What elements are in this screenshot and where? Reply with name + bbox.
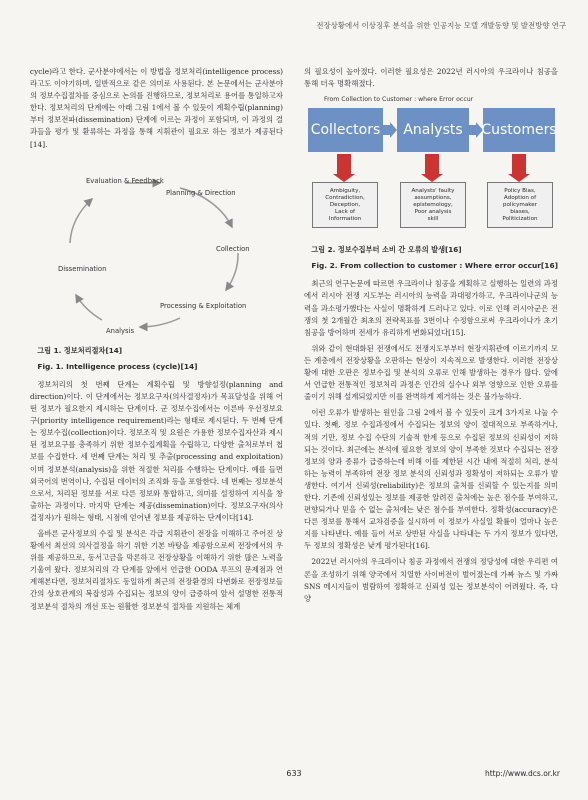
error-item: Poor analysis [414,208,452,215]
site-url: http://www.dcs.or.kr [484,769,560,778]
running-header: 전장상황에서 이상징후 분석을 위한 인공지능 모델 개발동향 및 발전방향 연구 [316,21,566,30]
figure-1-caption-ko: 그림 1. 정보처리절차[14] [37,345,123,355]
analysts-box: Analysts [397,108,469,152]
collectors-errors [312,182,378,228]
right-column [304,66,558,609]
collectors-box: Collectors [308,108,383,152]
error-arrows [304,152,558,182]
cycle-label-dissemination: Dissemination [58,264,107,273]
paragraph: 이런 오류가 발생하는 원인을 그림 2에서 볼 수 있듯이 크게 3가지로 나눌 수 있다. 첫째, 정보 수집과정에서 수집되는 정보의 양이 절대적으로 부족하거나, 적의 기만, 정보 수집 수단의 기술적 한계 등으로 수집된 정보의 신뢰성이 저하되는 것이다. 최근에는 분석에 필요한 정보의 양이 부족한 것보다 수집되는 전장정보의 양과 종류가 급증하는데 비해 이를 제한된 시간 내에 적절히 처리, 분석하는 능력이 부족하여 전장 정보 분석의 신뢰성과 정확성이 저하되는 오류가 발생한다. 여기서 신뢰성(reliability)은 정보의 출처를 신뢰할 수 있는지를 의미한다. 기존에 신뢰성있는 정보를 제공한 알려진 출처에는 높은 점수를 부여하고, 편향되거나 믿을 수 없는 출처에는 낮은 점수를 부여한다. 정확성(accuracy)은 다른 정보를 통해서 교차검증을 실시하여 이 정보가 사실일 확률이 얼마나 높은지를 나타낸다. 예를 들어 서로 상반된 사실을 나타내는 두 가지 정보가 있다면, 두 정보의 정확성은 낮게 평가된다[16]. [304,408,558,551]
analysts-errors [400,182,466,228]
paragraph: 의 필요성이 높아졌다. 이러한 필요성은 2022년 러시아의 우크라이나 침공을 통해 더욱 명확해졌다. [304,67,558,89]
error-item: policymaker [502,201,538,208]
paragraph: 정보처리의 첫 번째 단계는 계획수립 및 방향설정(planning and direction)이다. 이 단계에서는 정보요구자(의사결정자)가 목표달성을 위해 어떤 정보가 필요한지 제시하는 단계이다. 군 정보수집에서는 이른바 우선정보요구(priority intelligence requirement)라는 형태로 제시된다. 두 번째 단계는 정보수집(collection)이다. 정보조직 및 요원은 가용한 정보수집자산과 제시된 정보요구를 충족하기 위한 정보수집계획을 수립하고, 다양한 출처로부터 첩보를 수집한다. 세 번째 단계는 처리 및 추출(processing and exploitation)이며 정보분석(analysis)을 위한 적절한 처리를 수행하는 단계이다. 예를 들면 외국어의 번역이나, 수집된 데이터의 조직화 등을 포함한다. 네 번째는 정보분석으로서, 처리된 정보를 서로 다른 정보와 통합하고, 의미를 설정하여 지식을 창출하는 과정이다. 마지막 단계는 제공(dissemination)이다. 정보요구자(의사결정자)가 원하는 형태, 시점에 얻어낸 정보를 제공하는 단계이다[14]. [30,379,283,522]
error-item: Adoption of [503,194,537,201]
error-item: Lack of [334,208,356,215]
paragraph: 올바른 군사정보의 수집 및 분석은 각급 지휘관이 전장을 이해하고 주어진 상황에서 최선의 의사결정을 하기 위한 기본 바탕을 제공함으로써 전장에서의 우위를 제공하므로, 동서고금을 막론하고 전장상황을 이해하기 위한 많은 노력을 기울여 왔다. 정보처리의 각 단계를 앞에서 언급한 OODA 루프의 문제점과 연계해본다면, 정보처리절차도 동일하게 최근의 전장환경의 다변화로 전장정보들간의 상호관계의 복잡성과 수집되는 정보의 양이 급증하여 앞서 설명한 전통적 정보분석 절차의 개선 또는 원활한 정보분석 절차를 지원하는 체계 [30,528,283,611]
error-item: assumptions, [414,194,452,201]
customers-box: Customers [483,108,555,152]
cycle-label-analysis: Analysis [106,326,135,335]
figure-1-caption-en: Fig. 1. Intelligence process (cycle)[14] [37,361,198,371]
left-column [30,66,283,617]
cycle-label-evaluation: Evaluation & Feedback [86,176,164,185]
error-item: Ambiguity, [329,187,361,194]
figure-2-error-diagram [304,94,558,244]
error-item: Politicization [502,215,538,222]
figure-2-caption-ko: 그림 2. 정보수집부터 소비 간 오류의 발생[16] [311,245,462,255]
error-item: Deception, [329,201,361,208]
error-item: skill [427,215,439,222]
figure-2-title: From Collection to Customer : where Error occur [324,96,474,104]
error-item: Analysts' faulty [411,187,455,194]
error-item: Contradiction, [325,194,365,201]
paragraph: 최근의 연구논문에 따르면 우크라이나 침공을 계획하고 실행하는 일련의 과정에서 러시아 전쟁 지도부는 러시아의 능력을 과대평가하고, 우크라이나군의 능력을 과소평가했다는 사실이 명확하게 드러나고 있다. 이로 인해 러시아군은 전쟁의 첫 2개월간 최초의 전략목표를 3번이나 수정함으로써 우크라이나가 초기 침공을 방어하며 전세가 유리하게 변화되었다[15]. [304,279,558,337]
paragraph: cycle)라고 한다. 군사분야에서는 이 방법을 정보처리(intelligence process)라고도 이야기하며, 일반적으로 같은 의미로 사용된다. 본 논문에서는 군사분야의 정보수집절차를 중심으로 논의를 진행하므로, 정보처리로 용어를 통일하고자 한다. 정보처리의 단계에는 아래 그림 1에서 볼 수 있듯이 계획수립(planning)부터 정보전파(dissemination) 단계에 이르는 과정이 포함되며, 이 과정의 결과들을 평가 및 환류하는 과정을 통해 지휘관이 필요로 하는 정보가 제공된다[14]. [30,67,283,149]
paragraph: 위와 같이 현대화된 전쟁에서도 전쟁지도부부터 현장지휘관에 이르기까지 모든 계층에서 전장상황을 오판하는 현상이 지속적으로 발생한다. 이러한 전장상황에 대한 오판은 정보수집 및 분석의 오류로 인해 발생하는 경우가 많다. 앞에서 언급한 전통적인 정보처리 과정은 인간의 실수나 외부 영향으로 인한 오류를 줄이기 위해 설계되었지만 이를 완벽하게 제거하는 것은 불가능하다. [304,343,558,402]
paragraph: 2022년 러시아의 우크라이나 침공 과정에서 전쟁의 정당성에 대한 우리편 여론을 조성하기 위해 양국에서 치열한 사이버전이 벌어졌는데 가짜 뉴스 및 가짜 SNS 메시지들이 범람하여 정확하고 신뢰성 있는 정보분석이 어려웠다. 즉, 다양 [304,557,558,603]
figure-1-intelligence-cycle [30,155,283,345]
error-item: epistemology, [413,201,453,208]
page-number: 633 [286,769,302,778]
cycle-label-collection: Collection [216,244,250,253]
arrow-icon [383,122,397,138]
customers-errors [487,182,553,228]
error-item: Policy Bias, [504,187,536,194]
cycle-label-processing: Processing & Exploitation [160,301,247,310]
cycle-label-planning: Planning & Direction [166,188,236,197]
error-item: Information [328,215,362,222]
error-item: biases, [510,208,530,215]
figure-2-caption-en: Fig. 2. From collection to customer : Where error occur[16] [311,261,558,271]
